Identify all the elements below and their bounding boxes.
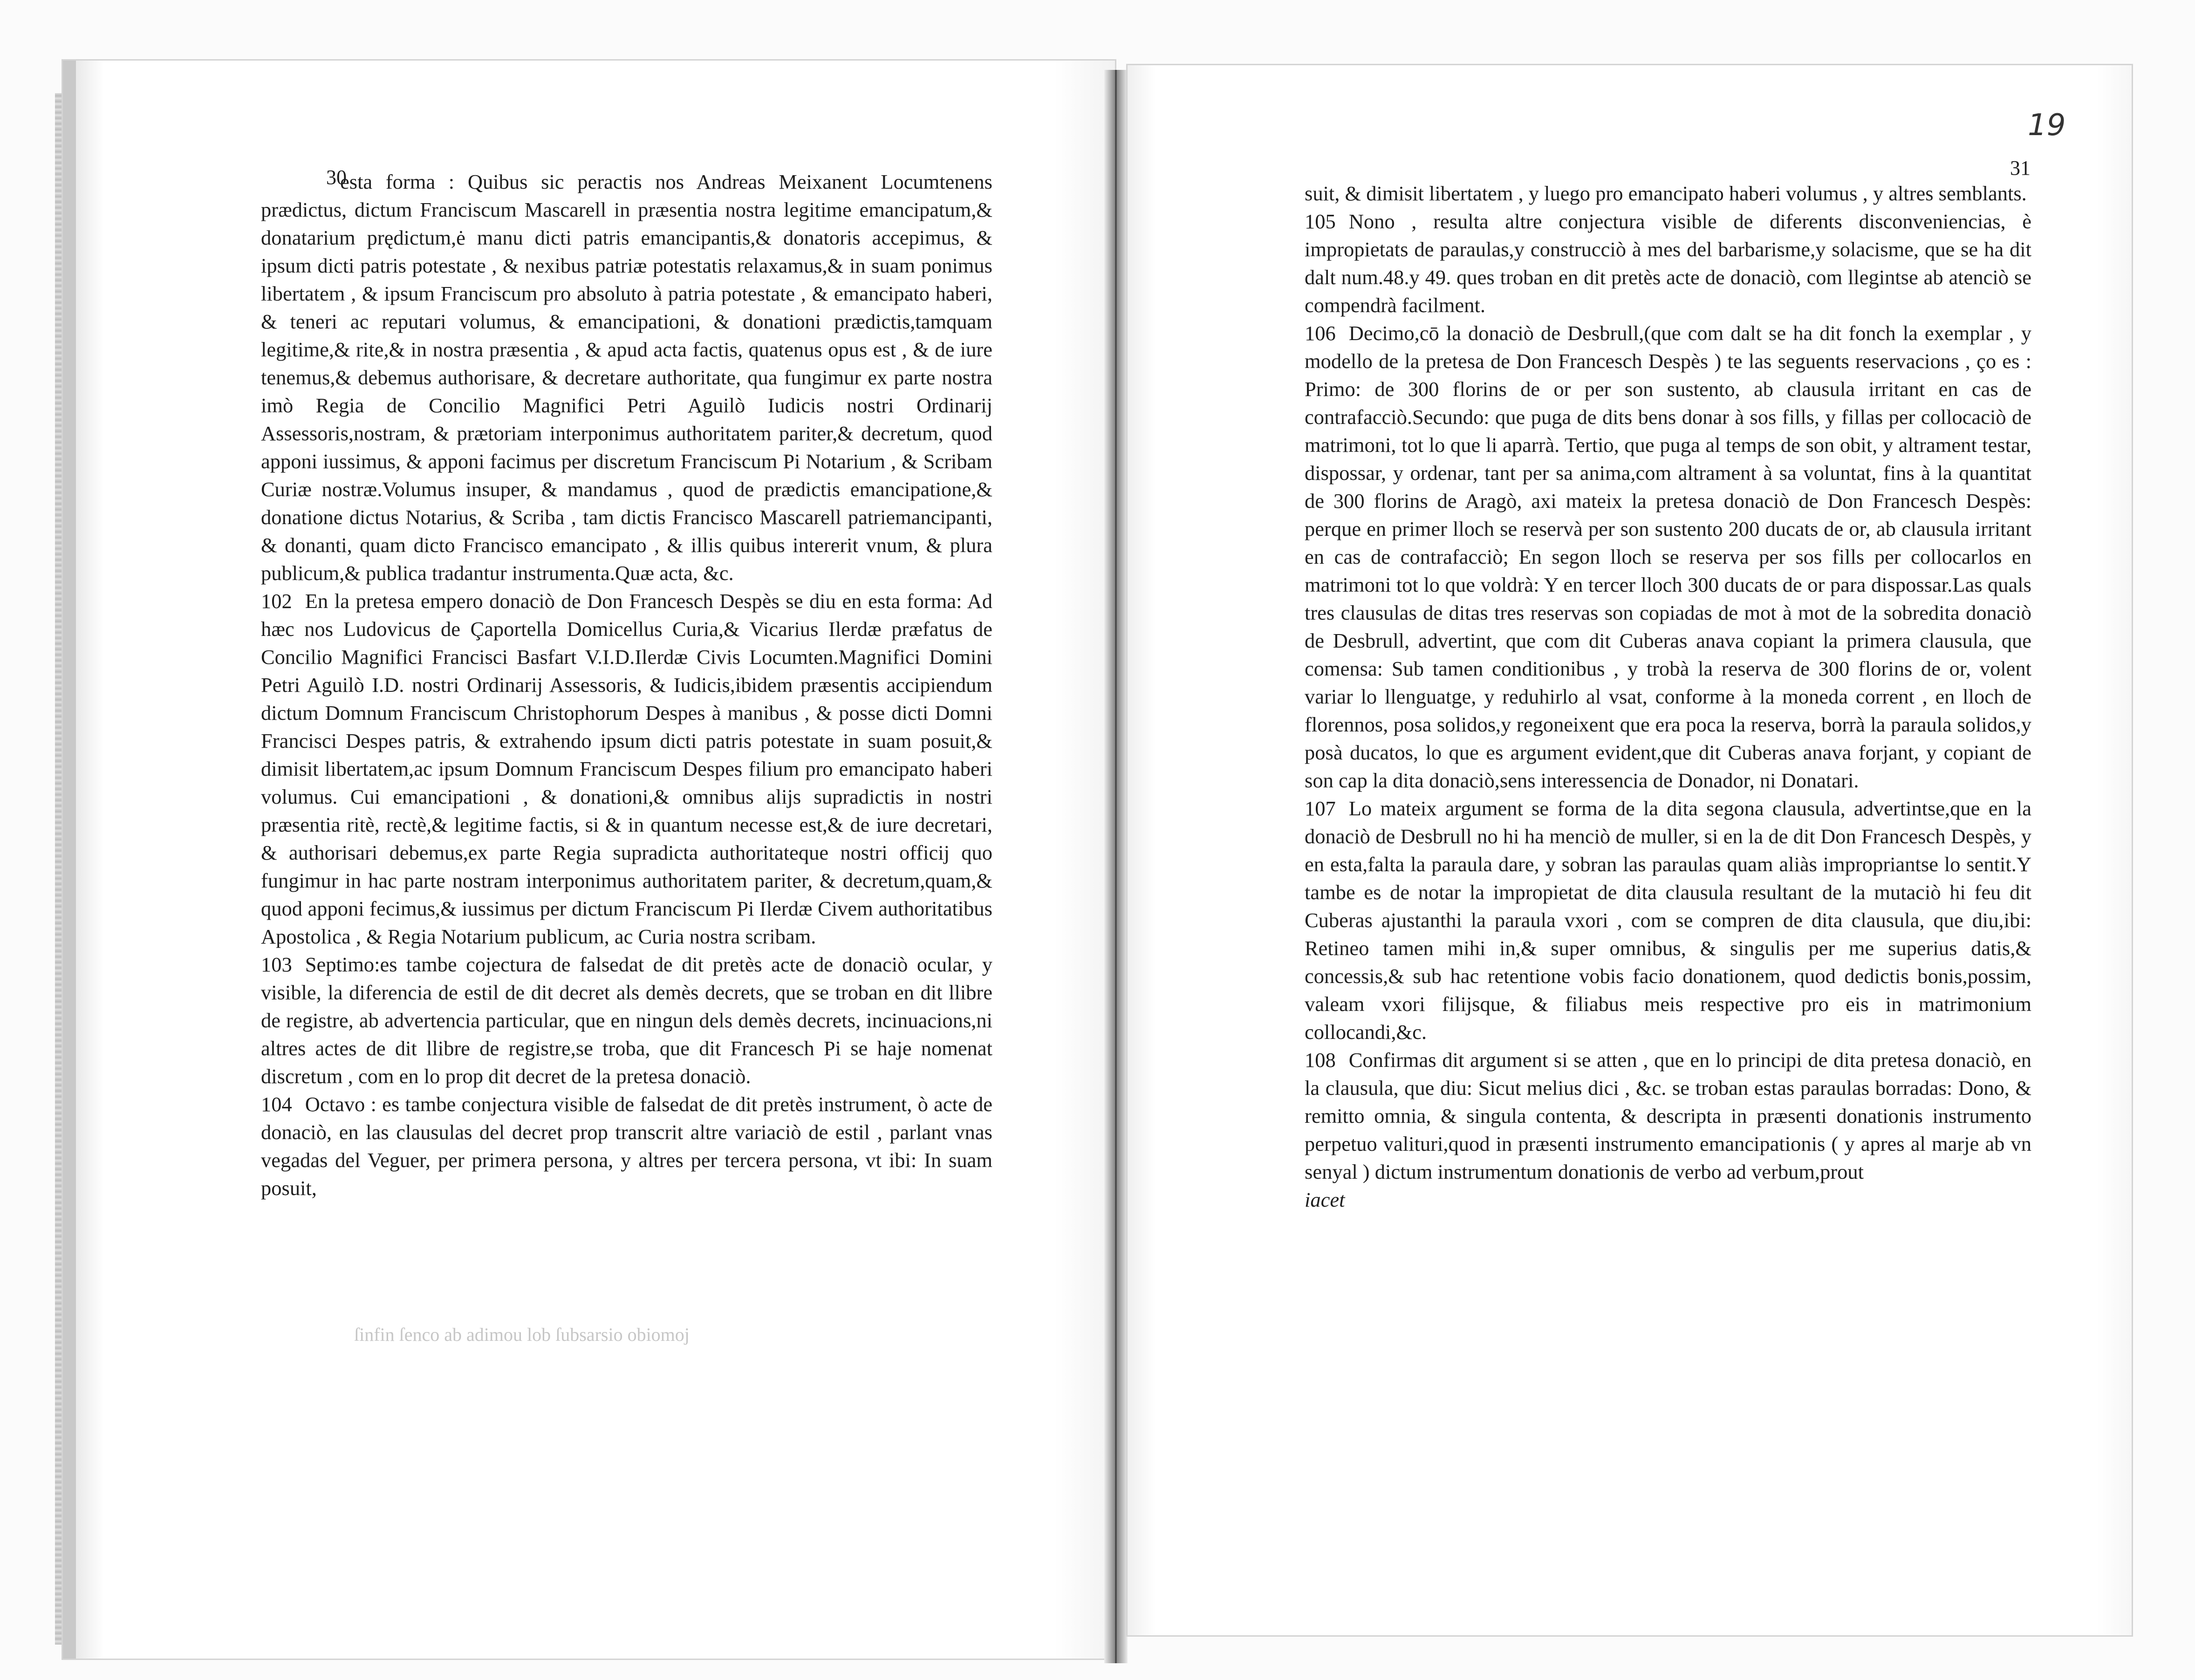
right-opening-text: suit, & dimisit libertatem , y luego pro emancipato haberi volumus , y altres semblants. — [1305, 182, 2027, 205]
catchword — [1305, 1186, 2031, 1214]
show-through-text — [354, 1325, 913, 1330]
left-page-text — [261, 168, 992, 1202]
paragraph-107 — [1305, 794, 2031, 1046]
left-page-number: 30 — [326, 166, 347, 189]
right-page-number: 31 — [2010, 157, 2031, 179]
paragraph-103 — [261, 950, 992, 1090]
paragraph-108 — [1305, 1046, 2031, 1186]
catchword-text: iacet — [1305, 1188, 1345, 1211]
paragraph-text: Decimo,cō la donaciò de Desbrull,(que com dalt se ha dit fonch la exemplar , y modello de la pretesa de Don Francesch Despès ) te las seguents reservacions , ço es : Primo: de 300 florins de or per son sustento, ab clausula irritant en cas de contrafacciò.Secundo: que puga de dits bens donar à sos fills, y fillas per collocaciò de matrimoni, tot lo que li aparrà. Tertio, que puga al temps de son obit, y altrament testar, dispossar, y ordenar, tant per sa anima,com altrament à sa voluntat, fins à la quantitat de 300 florins de Aragò, axi mateix la pretesa donaciò de Don Francesch Despès: perque en primer lloch se reservà per son sustento 200 ducats de or, ab clausula irritant en cas de contrafacciò; En segon lloch se reserva per sos fills per collocarlos en matrimoni tot lo que voldrà: Y en tercer lloch 300 ducats de or para dispossar.Las quals tres clausulas de ditas tres reservas son copiadas de mot à mot de la sobredita donaciò de Desbrull, advertint, que com dit Cuberas anava copiant la primera clausula, que comensa: Sub tamen conditionibus , y trobà la reserva de 300 florins de or, volent variar lo llenguatge, y reduhirlo al vsat, conforme à la moneda corrent , en lloch de florennos, posa solidos,y regoneixent que era poca la reserva, borrà la paraula solidos,y posà ducatos, lo que es argument evident,que dit Cuberas anava forjant, y copiant de son cap la dita donaciò,sens interessencia de Donador, ni Donatari. — [1305, 321, 2031, 792]
paragraph-104 — [261, 1090, 992, 1202]
paragraph-number: 105 — [1305, 210, 1336, 233]
folio-mark: 19 — [2028, 108, 2066, 143]
paragraph-number: 106 — [1305, 321, 1336, 345]
paragraph-text: Octavo : es tambe conjectura visible de falsedat de dit pretès instrument, ò acte de donaciò, en las clausulas del decret prop transcrit altre variaciò de estil , parlant vnas vegadas del Veguer, per primera persona, y altres per tercera persona, vt ibi: In suam posuit, — [261, 1093, 992, 1200]
paragraph-text: Septimo:es tambe cojectura de falsedat de dit pretès acte de donaciò ocular, y visible, la diferencia de estil de dit decret als demès decrets, que se troban en dit llibre de registre, ab advertencia particular, que en ningun dels demès decrets, incinuacions,ni altres actes de dit llibre de registre,se troba, que dit Francesch Pi se haje nomenat discretum , com en lo prop dit decret de la pretesa donaciò. — [261, 953, 992, 1088]
right-page-text — [1305, 179, 2031, 1214]
right-opening-paragraph — [1305, 179, 2031, 207]
paragraph-text: En la pretesa empero donaciò de Don Francesch Despès se diu en esta forma: Ad hæc nos Ludovicus de Çaportella Domicellus Curia,& Vicarius Ilerdæ præfatus de Concilio Magnifici Francisci Basfart V.I.D.Ilerdæ Civis Locumten.Magnifici Domini Petri Aguilò I.D. nostri Ordinarij Assessoris, & Iudicis,ibidem præsentis accipiendum dictum Domnum Franciscum Christophorum Despes à manibus , & posse dicti Domni Francisci Despes patris, & extrahendo ipsum dicti patris potestate in suam posuit,& dimisit libertatem,ac ipsum Domnum Franciscum Despes filium pro emancipato haberi volumus. Cui emancipationi , & donationi,& omnibus alijs supradictis in nostri præsentia ritè, rectè,& legitime factis, si & in quantum necesse est,& de iure decretari, & authorisari debemus,ex parte Regia supradicta authoritateque nostri officij quo fungimur in hac parte nostram interponimus authoritatem pariter, & decretum,quam,& quod apponi fecimus,& iussimus per dictum Franciscum Pi Ilerdæ Civem authoritatibus Apostolica , & Regia Notarium publicum, ac Curia nostra scribam. — [261, 589, 992, 948]
paragraph-102 — [261, 587, 992, 950]
paragraph-106 — [1305, 319, 2031, 794]
book-gutter — [1104, 70, 1128, 1663]
paragraph-number: 104 — [261, 1093, 292, 1116]
paragraph-number: 107 — [1305, 797, 1336, 820]
paragraph-number: 102 — [261, 589, 292, 613]
paragraph-number: 103 — [261, 953, 292, 976]
left-opening-text: esta forma : Quibus sic peractis nos Andreas Meixanent Locumtenens prædictus, dictum Franciscum Mascarell in præsentia nostra legitime emancipatum,& donatarium prędictum,ė manu dicti patris emancipantis,& donatoris accepimus, & ipsum dicti patris potestate , & nexibus patriæ potestatis relaxamus,& in suam ponimus libertatem , & ipsum Franciscum pro absoluto à patria potestate , & emancipato haberi, & teneri ac reputari volumus, & emancipationi, & donationi prædictis,tamquam legitime,& rite,& in nostra præsentia , & apud acta factis, quatenus opus est , & de iure tenemus,& debemus authorisare, & decretare authoritate, qua fungimur ex parte nostra imò Regia de Concilio Magnifici Petri Aguilò Iudicis nostri Ordinarij Assessoris,nostram, & prætoriam interponimus authoritatem pariter,& decretum, quod apponi iussimus, & apponi facimus per discretum Franciscum Pi Notarium , & Scribam Curiæ nostræ.Volumus insuper, & mandamus , quod de prædictis emancipatione,& donatione dictus Notarius, & Scriba , tam dictis Francisco Mascarell patriemancipanti, & donanti, quam dicto Francisco emancipato , & illis quibus intererit vnum, & plura publicum,& publica tradantur instrumenta.Quæ acta, &c. — [261, 170, 992, 585]
left-opening-paragraph — [261, 168, 992, 587]
paragraph-text: Confirmas dit argument si se atten , que en lo principi de dita pretesa donaciò, en la clausula, que diu: Sicut melius dici , &c. se troban estas paraulas borradas: Dono, & remitto omnia, & singula contenta, & descripta in præsenti donationis instrumento perpetuo valituri,quod in præsenti instrumento emancipationis ( y apres al marje ab vn senyal ) dictum instrumentum donationis de verbo ad verbum,prout — [1305, 1048, 2031, 1183]
paragraph-105 — [1305, 207, 2031, 319]
paragraph-number: 108 — [1305, 1048, 1336, 1072]
paragraph-text: Nono , resulta altre conjectura visible de diferents disconveniencias, è impropietats de paraulas,y construcciò à mes del barbarisme,y solacisme, que se ha dit dalt num.48.y 49. ques troban en dit pretès acte de donaciò, com llegintse ab atenciò se compendrà facilment. — [1305, 210, 2031, 317]
paragraph-text: Lo mateix argument se forma de la dita segona clausula, advertintse,que en la donaciò de Desbrull no hi ha menciò de muller, si en la de dit Don Francesch Despès, y en esta,falta la paraula dare, y sobran las paraulas quam aliàs impropriantse lo sentit.Y tambe es de notar la impropietat de dita clausula resultant de la mutaciò hi feu dit Cuberas ajustanthi la paraula vxori , com se compren de dita clausula, que diu,ibi: Retineo tamen mihi in,& super omnibus, & singulis per me superius datis,& concessis,& sub hac retentione vobis facio donationem, quod dedictis bonis,possim, valeam vxori filijsque, & filiabus meis respective pro eis in matrimonium collocandi,&c. — [1305, 797, 2031, 1044]
